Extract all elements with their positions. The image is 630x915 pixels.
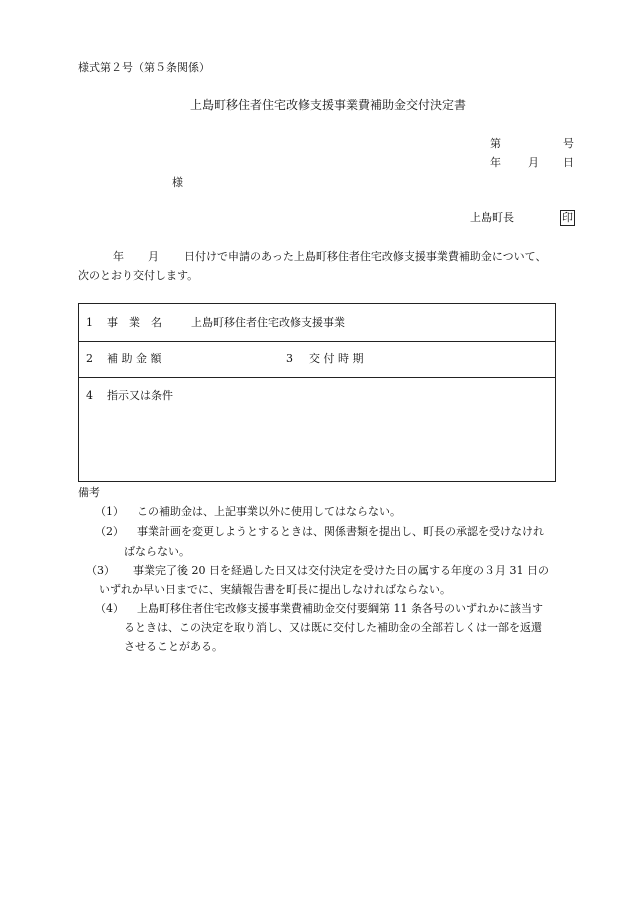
intro-year: 年 [113, 250, 124, 263]
note-text-4-line-3: させることがある。 [124, 640, 223, 653]
note-text-4-line-1: 上島町移住者住宅改修支援事業費補助金交付要綱第 11 条各号のいずれかに該当す [137, 602, 543, 615]
project-name-value: 上島町移住者住宅改修支援事業 [191, 316, 345, 329]
addressee-sama: 様 [172, 176, 183, 189]
note-marker-3: （3） [86, 564, 115, 577]
grant-period-label: 交 付 時 期 [309, 352, 364, 365]
note-text-1: この補助金は、上記事業以外に使用してはならない。 [137, 505, 401, 518]
intro-line-1: 日付けで申請のあった上島町移住者住宅改修支援事業費補助金について、 [184, 250, 547, 263]
seal-stamp: 印 [562, 211, 573, 224]
table-row-amount-period [79, 341, 555, 378]
row-number: 1 [86, 316, 93, 329]
note-marker-4: （4） [95, 602, 124, 615]
row-number-3: 3 [286, 352, 293, 365]
note-text-2-line-1: 事業計画を変更しようとするときは、関係書類を提出し、町長の承認を受けなけれ [137, 525, 544, 538]
document-title: 上島町移住者住宅改修支援事業費補助金交付決定書 [190, 98, 467, 112]
note-text-3-line-2: いずれか早い日までに、実績報告書を町長に提出しなければならない。 [99, 583, 451, 596]
note-marker-2: （2） [95, 525, 124, 538]
row-number: 4 [86, 389, 93, 402]
row-number: 2 [86, 352, 93, 365]
table-row-conditions [79, 378, 555, 481]
details-table [78, 303, 556, 482]
project-name-label: 事 業 名 [107, 316, 162, 329]
table-row-project-name [79, 304, 555, 342]
date-year: 年 [490, 156, 501, 169]
note-marker-1: （1） [95, 505, 124, 518]
intro-month: 月 [148, 250, 159, 263]
form-number: 様式第２号（第５条関係） [78, 61, 210, 74]
notes-title: 備考 [78, 486, 100, 499]
date-day: 日 [563, 156, 574, 169]
subsidy-amount-label: 補 助 金 額 [107, 352, 162, 365]
doc-number-go: 号 [563, 137, 574, 150]
note-text-3-line-1: 事業完了後 20 日を経過した日又は交付決定を受けた日の属する年度の３月 31 日の [133, 564, 549, 577]
doc-number-dai: 第 [490, 137, 501, 150]
intro-line-2: 次のとおり交付します。 [78, 269, 199, 282]
issuer-name: 上島町長 [470, 211, 514, 224]
note-text-2-line-2: ばならない。 [124, 545, 190, 558]
conditions-label: 指示又は条件 [107, 389, 173, 402]
date-month: 月 [528, 156, 539, 169]
note-text-4-line-2: るときは、この決定を取り消し、又は既に交付した補助金の全部若しくは一部を返還 [124, 621, 542, 634]
